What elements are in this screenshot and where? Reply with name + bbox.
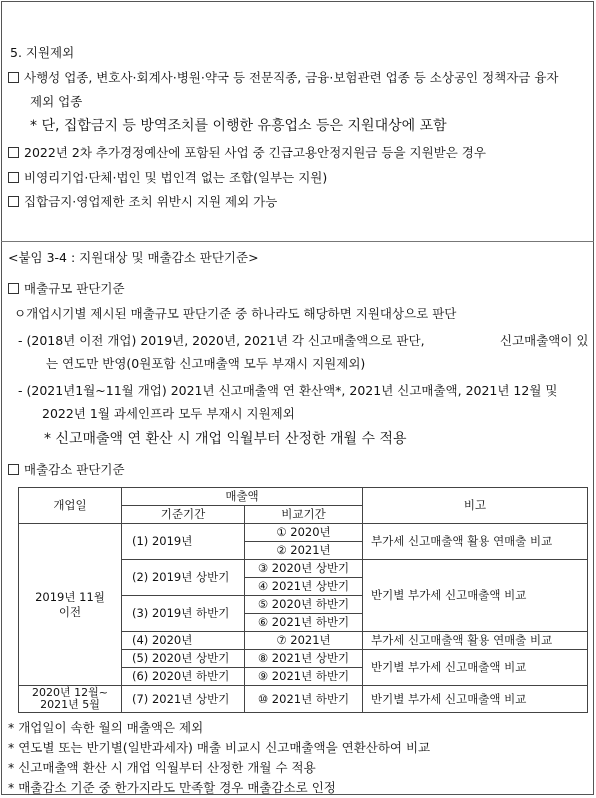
open-date-cell: 2019년 11월 이전: [19, 524, 122, 686]
note-cell: 반기별 부가세 신고매출액 비교: [363, 686, 588, 713]
header-open-date: 개업일: [19, 488, 122, 524]
compare-period-cell: ② 2021년: [245, 542, 363, 560]
scale-rule-a: - (2018년 이전 개업) 2019년, 2020년, 2021년 각 신고매출액으로 판단,: [18, 333, 425, 348]
exclusion-item-4: 집합금지·영업제한 조치 위반시 지원 제외 가능: [8, 194, 277, 210]
compare-period-cell: ⑥ 2021년 하반기: [245, 614, 363, 632]
note-cell: 반기별 부가세 신고매출액 비교: [363, 560, 588, 632]
compare-period-cell: ⑨ 2021년 하반기: [245, 668, 363, 686]
header-sales: 매출액: [122, 488, 363, 506]
header-note: 비고: [363, 488, 588, 524]
exclusion-item-1-note: * 단, 집합금지 등 방역조치를 이행한 유흥업소 등은 지원대상에 포함: [30, 118, 447, 134]
exclusion-item-1: 사행성 업종, 변호사·회계사·병원·약국 등 전문직종, 금융·보험관련 업종 등 소상공인 정책자금 융자: [8, 70, 559, 86]
scale-rule-a-tail: 신고매출액이 있: [500, 333, 589, 348]
scale-rule-b-cont: 2022년 1월 과세인프라 모두 부재시 지원제외: [42, 406, 295, 421]
decline-heading: 매출감소 판단기준: [8, 462, 125, 478]
base-period-cell: (5) 2020년 상반기: [122, 650, 245, 668]
exclusion-item-3: 비영리기업·단체·법인 및 법인격 없는 조합(일부는 지원): [8, 170, 327, 186]
scale-heading: 매출규모 판단기준: [8, 281, 125, 297]
base-period-cell: (1) 2019년: [122, 524, 245, 560]
checkbox-icon: [8, 283, 19, 294]
open-date-cell: 2020년 12월~ 2021년 5월: [19, 686, 122, 713]
table-row: [19, 524, 588, 542]
compare-period-cell: ⑤ 2020년 하반기: [245, 596, 363, 614]
note-item: * 신고매출액 환산 시 개업 익월부터 산정한 개월 수 적용: [8, 760, 316, 775]
header-compare-period: 비교기간: [245, 506, 363, 524]
attachment-title: <붙임 3-4 : 지원대상 및 매출감소 판단기준>: [8, 250, 259, 265]
compare-period-cell: ⑦ 2021년: [245, 632, 363, 650]
note-item: * 연도별 또는 반기별(일반과세자) 매출 비교시 신고매출액을 연환산하여 비교: [8, 740, 431, 755]
compare-period-cell: ④ 2021년 상반기: [245, 578, 363, 596]
checkbox-icon: [8, 72, 19, 83]
section-divider: [1, 241, 594, 242]
exclusion-item-2: 2022년 2차 추가경정예산에 포함된 사업 중 긴급고용안정지원금 등을 지원받은 경우: [8, 145, 486, 161]
section5-heading: 5. 지원제외: [10, 45, 75, 60]
scale-rule-b: - (2021년1월~11월 개업) 2021년 신고매출액 연 환산액*, 2021년 신고매출액, 2021년 12월 및: [18, 383, 558, 398]
scale-intro: ㅇ개업시기별 제시된 매출규모 판단기준 중 하나라도 해당하면 지원대상으로 판단: [14, 306, 457, 321]
exclusion-item-1-cont: 제외 업종: [30, 94, 83, 109]
base-period-cell: (7) 2021년 상반기: [122, 686, 245, 713]
checkbox-icon: [8, 172, 19, 183]
header-base-period: 기준기간: [122, 506, 245, 524]
base-period-cell: (3) 2019년 하반기: [122, 596, 245, 632]
note-item: * 개업일이 속한 월의 매출액은 제외: [8, 720, 204, 735]
base-period-cell: (4) 2020년: [122, 632, 245, 650]
compare-period-cell: ③ 2020년 상반기: [245, 560, 363, 578]
table-header-row: [19, 488, 588, 506]
checkbox-icon: [8, 196, 19, 207]
table-row: [19, 686, 588, 713]
base-period-cell: (2) 2019년 상반기: [122, 560, 245, 596]
base-period-cell: (6) 2020년 하반기: [122, 668, 245, 686]
table-notes: [8, 718, 430, 798]
note-cell: 반기별 부가세 신고매출액 비교: [363, 650, 588, 686]
checkbox-icon: [8, 147, 19, 158]
scale-rule-a-cont: 는 연도만 반영(0원포함 신고매출액 모두 부재시 지원제외): [46, 356, 366, 371]
note-cell: 부가세 신고매출액 활용 연매출 비교: [363, 524, 588, 560]
scale-note: * 신고매출액 연 환산 시 개업 익월부터 산정한 개월 수 적용: [44, 431, 407, 447]
sales-decline-table: [18, 487, 588, 713]
compare-period-cell: ⑩ 2021년 하반기: [245, 686, 363, 713]
note-cell: 부가세 신고매출액 활용 연매출 비교: [363, 632, 588, 650]
compare-period-cell: ⑧ 2021년 상반기: [245, 650, 363, 668]
checkbox-icon: [8, 464, 19, 475]
compare-period-cell: ① 2020년: [245, 524, 363, 542]
note-item: * 매출감소 기준 중 한가지라도 만족할 경우 매출감소로 인정: [8, 780, 336, 795]
